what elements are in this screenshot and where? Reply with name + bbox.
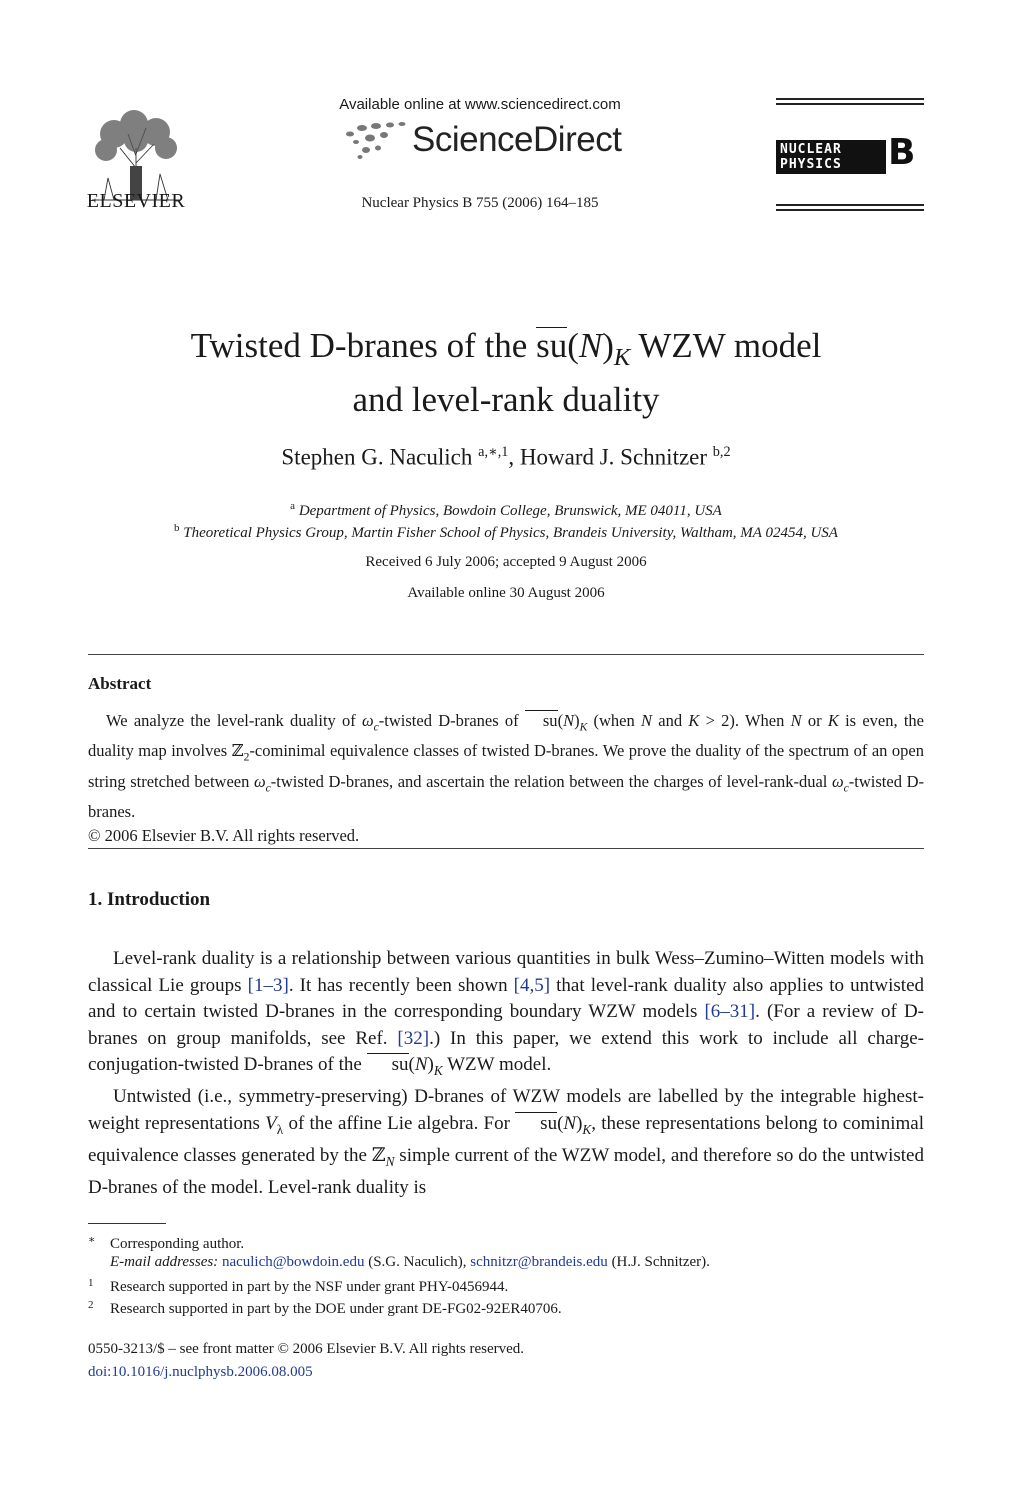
intro-paragraph-2: Untwisted (i.e., symmetry-preserving) D-branes of WZW models are labelled by the integrable highest-weight representations $V_\lambda$ of the affine Lie algebra. For $su(N)_K$, these representations belong to cominimal equivalence classes generated by the ℤ$_N$ simple current of the WZW model, and therefore so do the untwisted D-branes of the model. Level-rank duality is: [88, 1086, 924, 1199]
sciencedirect-brand: ScienceDirect: [412, 120, 622, 159]
divider-bottom: [88, 848, 924, 849]
np-logo-line2: PHYSICS: [780, 157, 842, 172]
doi-link[interactable]: doi:10.1016/j.nuclphysb.2006.08.005: [88, 1364, 313, 1380]
available-online-text: Available online at www.sciencedirect.com: [339, 96, 621, 113]
author-1-marks[interactable]: a,∗,1: [478, 444, 509, 460]
paper-title: [80, 325, 932, 421]
footnote-2: $^2$ Research supported in part by the DOE under grant DE-FG02-92ER40706.: [88, 1299, 562, 1317]
section-heading-introduction: 1. Introduction: [88, 889, 211, 910]
citation-link-1-3[interactable]: [1–3]: [247, 974, 289, 996]
abstract-heading: Abstract: [88, 674, 152, 693]
footnote-1: $^1$ Research supported in part by the NSF under grant PHY-0456944.: [88, 1277, 509, 1295]
np-logo-line1: NUCLEAR: [780, 142, 842, 157]
np-logo-letter: B: [888, 132, 916, 173]
issn-line: 0550-3213/$ – see front matter © 2006 Elsevier B.V. All rights reserved.: [88, 1341, 525, 1357]
introduction-body: [88, 946, 924, 1202]
citation-link-32[interactable]: [32]: [397, 1027, 430, 1049]
abstract-body: [88, 709, 924, 848]
footnote-corresponding: ∗ Corresponding author.: [88, 1234, 245, 1252]
affiliation-b: $^b$ Theoretical Physics Group, Martin Fisher School of Physics, Brandeis University, Waltham, MA 02454, USA: [174, 522, 838, 541]
su-hat: su: [536, 326, 568, 365]
divider-top: [88, 654, 924, 655]
citation-link-4-5[interactable]: [4,5]: [513, 974, 551, 996]
title-line-2: and level-rank duality: [352, 380, 660, 419]
journal-reference: Nuclear Physics B 755 (2006) 164–185: [361, 195, 599, 211]
sciencedirect-dots-icon: [340, 120, 410, 162]
footnote-emails: E-mail addresses: naculich@bowdoin.edu (S.G. Naculich), schnitzr@brandeis.edu (H.J. Schnitzer).: [110, 1254, 710, 1270]
author-2-marks[interactable]: b,2: [712, 444, 731, 460]
affiliation-a: $^a$ Department of Physics, Bowdoin College, Brunswick, ME 04011, USA: [290, 500, 722, 519]
received-date: Received 6 July 2006; accepted 9 August 2006: [365, 554, 647, 570]
online-date: Available online 30 August 2006: [407, 585, 605, 601]
author-2: Howard J. Schnitzer: [519, 444, 708, 470]
author-list: Stephen G. Naculich $^{a,∗,1}$, Howard J. Schnitzer $^{b,2}$: [281, 444, 731, 470]
title-line-1: Twisted D-branes of the $su(N)_K$ WZW model: [190, 326, 822, 371]
nuclear-physics-b-logo: [776, 98, 924, 212]
email-link-schnitzer[interactable]: schnitzr@brandeis.edu: [470, 1254, 608, 1270]
intro-paragraph-1: Level-rank duality is a relationship between various quantities in bulk Wess–Zumino–Witten models with classical Lie groups [1–3]. It has recently been shown [4,5] that level-rank duality also applies to untwisted and to certain twisted D-branes in the corresponding boundary WZW models [6–31]. (For a review of D-branes on group manifolds, see Ref. [32].) In this paper, we extend this work to include all charge-conjugation-twisted D-branes of the $su(N)_K$ WZW model.: [88, 948, 924, 1078]
publisher-name: ELSEVIER: [86, 190, 186, 212]
sciencedirect-logo[interactable]: [340, 116, 640, 166]
abstract-copyright: © 2006 Elsevier B.V. All rights reserved.: [88, 825, 360, 845]
abstract-text: We analyze the level-rank duality of $\omega_c$-twisted D-branes of $su(N)_K$ (when N and K > 2). When N or K is even, the duality map involves ℤ$_2$-cominimal equivalence classes of twisted D-branes. We prove the duality of the spectrum of an open string stretched between $\omega_c$-twisted D-branes, and ascertain the relation between the charges of level-rank-dual $\omega_c$-twisted D-branes.: [88, 711, 924, 821]
author-1: Stephen G. Naculich: [281, 444, 473, 470]
email-link-naculich[interactable]: naculich@bowdoin.edu: [221, 1254, 365, 1270]
footnote-rule: [88, 1223, 166, 1224]
citation-link-6-31[interactable]: [6–31]: [704, 1001, 756, 1022]
